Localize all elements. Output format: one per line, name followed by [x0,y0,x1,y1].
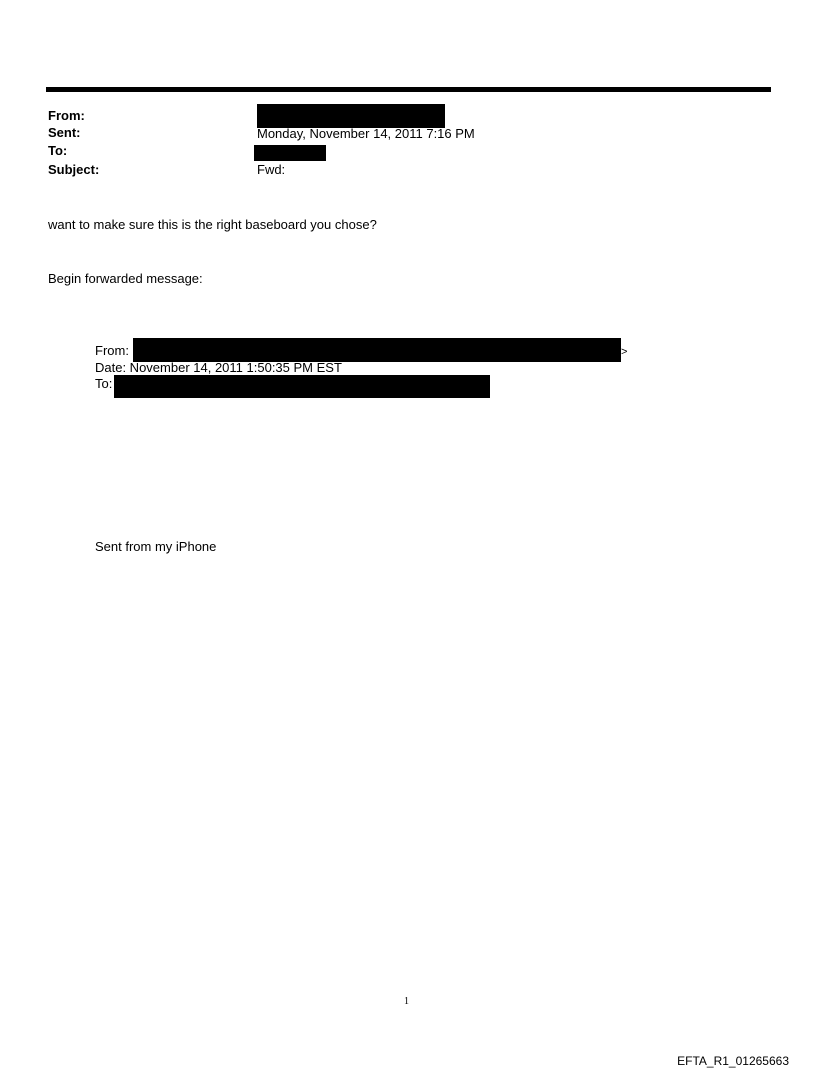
forwarded-date: Date: November 14, 2011 1:50:35 PM EST [95,360,342,375]
from-label: From: [48,108,85,123]
forwarded-from-label: From: [95,343,129,358]
signature-line: Sent from my iPhone [95,539,217,554]
forwarded-to-label: To: [95,376,113,391]
to-redaction [254,145,326,161]
from-redaction [257,104,445,128]
subject-value: Fwd: [257,162,286,177]
forwarded-from-redaction [133,338,621,362]
forwarded-from-trailing: > [621,346,628,358]
to-label: To: [48,143,68,158]
body-line-forwarded: Begin forwarded message: [48,271,203,286]
forwarded-to-redaction [114,375,490,398]
header-rule [46,87,771,92]
sent-value: Monday, November 14, 2011 7:16 PM [257,126,475,141]
subject-label: Subject: [48,162,100,177]
page-number: 1 [404,996,409,1007]
document-id: EFTA_R1_01265663 [677,1054,789,1068]
body-line-question: want to make sure this is the right baseboard you chose? [48,217,377,232]
sent-label: Sent: [48,125,81,140]
